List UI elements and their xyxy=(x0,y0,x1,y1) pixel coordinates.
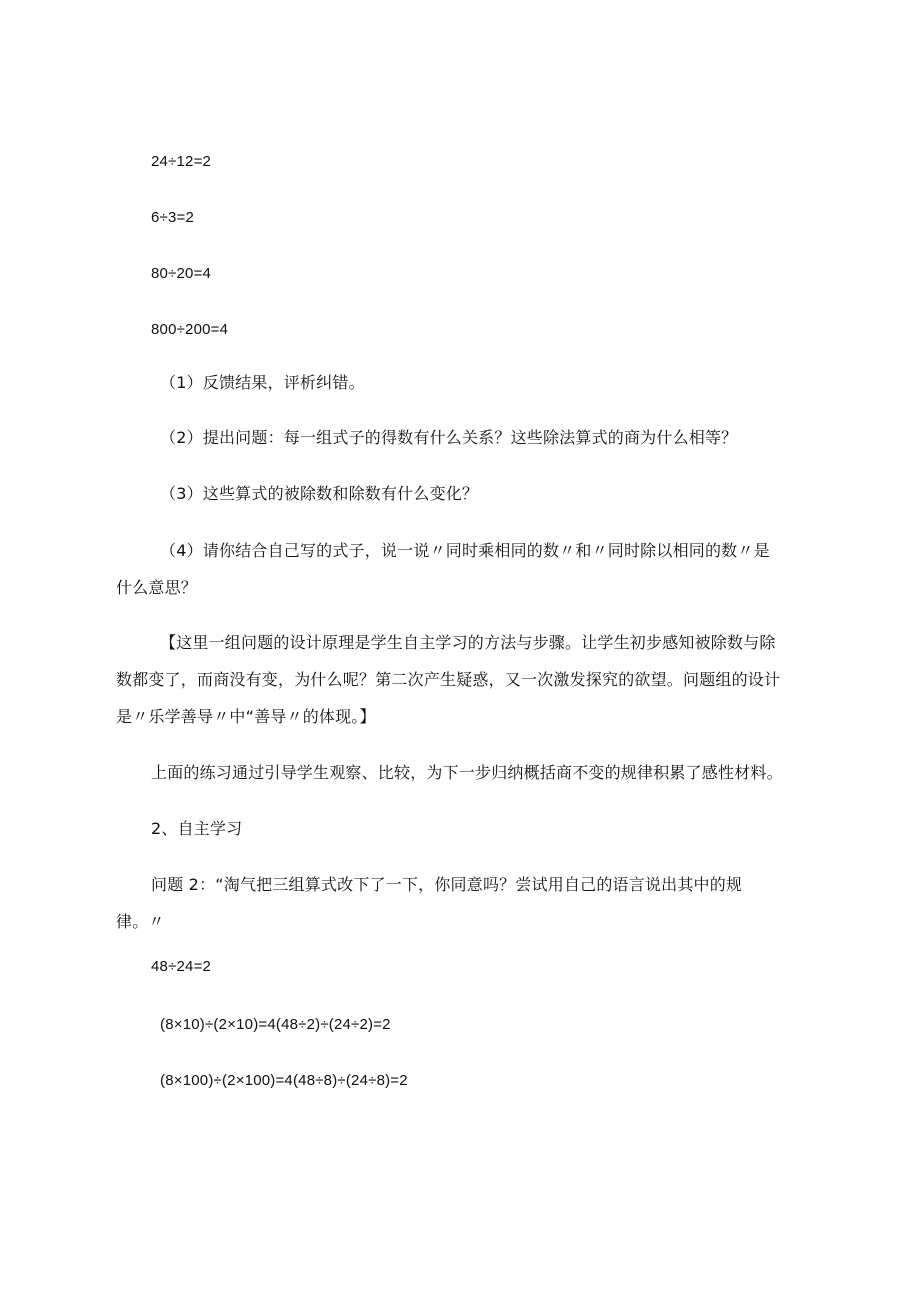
equation-line: 24÷12=2 xyxy=(151,153,212,170)
note-line-1: 【这里一组问题的设计原理是学生自主学习的方法与步骤。让学生初步感知被除数与除 xyxy=(160,633,776,652)
summary-paragraph: 上面的练习通过引导学生观察、比较，为下一步归纳概括商不变的规律积累了感性材料。 xyxy=(151,763,783,782)
question-3: （3）这些算式的被除数和除数有什么变化？ xyxy=(160,484,479,503)
question-4-line-1: （4）请你结合自己写的式子，说一说〃同时乘相同的数〃和〃同时除以相同的数〃是 xyxy=(160,541,770,560)
equation-line: 80÷20=4 xyxy=(151,265,212,282)
question-1: （1）反馈结果，评析纠错。 xyxy=(160,373,365,392)
section-heading: 2、自主学习 xyxy=(151,819,243,838)
equation-line: 6÷3=2 xyxy=(151,209,195,226)
note-line-2: 数都变了，而商没有变，为什么呢？第二次产生疑惑，又一次激发探究的欲望。问题组的设计 xyxy=(116,670,781,689)
note-line-3: 是〃乐学善导〃中“善导〃的体现。】 xyxy=(116,707,376,726)
equation-line: (8×100)÷(2×100)=4(48÷8)÷(24÷8)=2 xyxy=(160,1072,408,1089)
question-4-line-2: 什么意思？ xyxy=(116,578,198,597)
equation-line: (8×10)÷(2×10)=4(48÷2)÷(24÷2)=2 xyxy=(160,1016,391,1033)
equation-line: 48÷24=2 xyxy=(151,958,212,975)
equation-line: 800÷200=4 xyxy=(151,321,229,338)
problem-2-line-2: 律。〃 xyxy=(116,912,165,931)
question-2: （2）提出问题：每一组式子的得数有什么关系？这些除法算式的商为什么相等？ xyxy=(160,428,738,447)
problem-2-line-1: 问题 2：“淘气把三组算式改下了一下，你同意吗？尝试用自己的语言说出其中的规 xyxy=(151,875,743,894)
